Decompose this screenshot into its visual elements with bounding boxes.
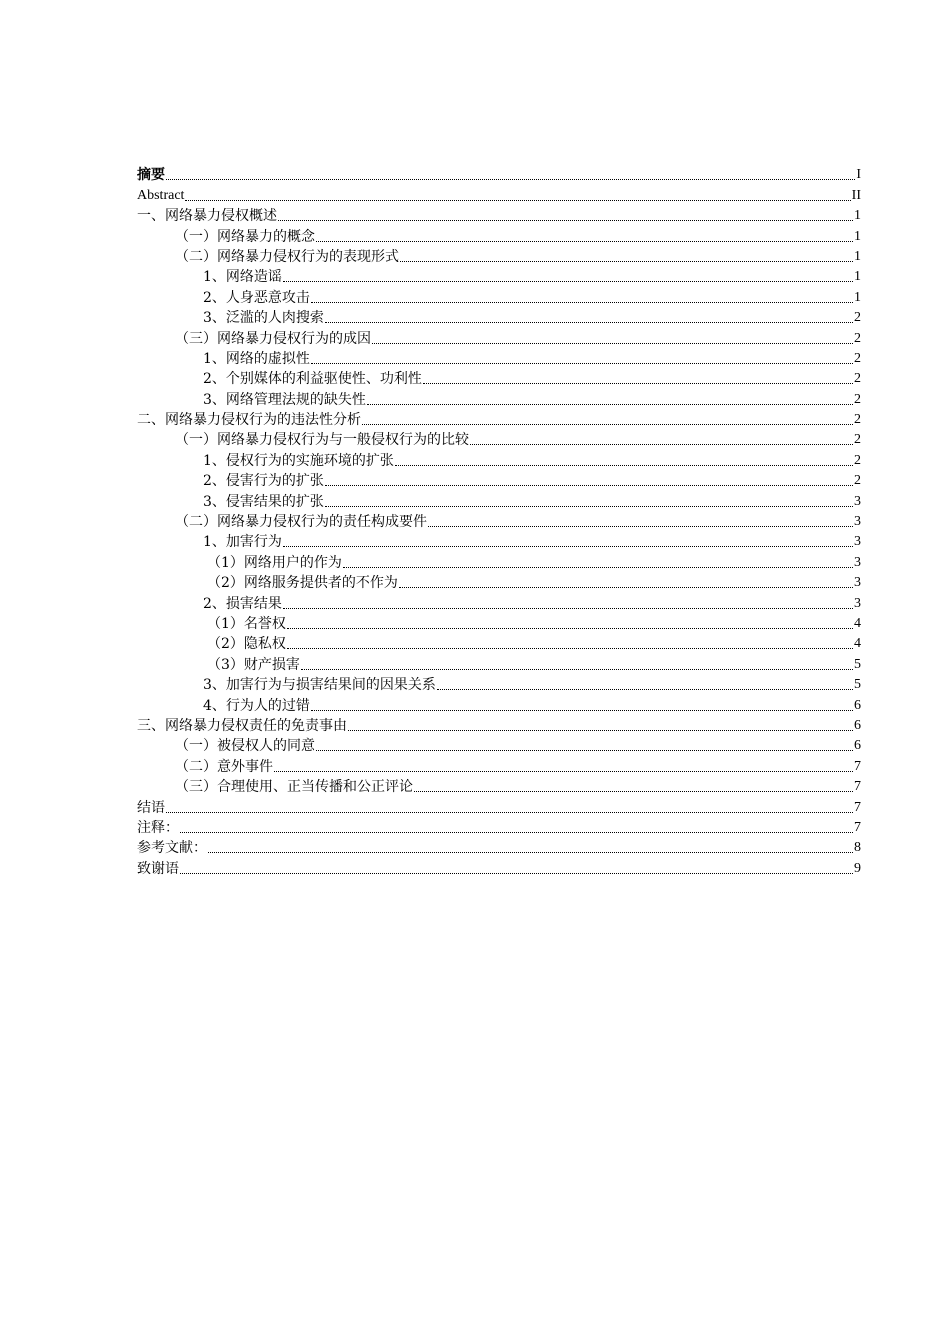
dot-leader	[274, 771, 853, 772]
toc-entry-title: （3）财产损害	[207, 656, 300, 673]
toc-entry[interactable]	[137, 469, 861, 489]
dot-leader	[437, 689, 853, 690]
toc-entry[interactable]	[137, 306, 861, 326]
dot-leader	[325, 322, 853, 323]
toc-entry-page: 9	[854, 860, 861, 876]
dot-leader	[311, 363, 853, 364]
toc-entry-title: 2、损害结果	[203, 595, 282, 612]
dot-leader	[362, 424, 853, 425]
toc-entry-title: 2、个别媒体的利益驱使性、功利性	[203, 371, 422, 388]
dot-leader	[372, 343, 853, 344]
toc-entry-abstract-en[interactable]	[137, 183, 861, 203]
toc-entry[interactable]	[137, 836, 861, 856]
toc-entry-title: 摘要	[137, 167, 165, 184]
dot-leader	[301, 669, 853, 670]
toc-entry-page: 4	[854, 636, 861, 652]
toc-entry[interactable]	[137, 775, 861, 795]
toc-entry-page: 5	[854, 656, 861, 672]
dot-leader	[367, 404, 853, 405]
toc-entry[interactable]	[137, 367, 861, 387]
dot-leader	[180, 873, 853, 874]
toc-entry[interactable]	[137, 795, 861, 815]
toc-entry-page: 2	[854, 330, 861, 346]
dot-leader	[283, 546, 853, 547]
toc-entry[interactable]	[137, 693, 861, 713]
dot-leader	[343, 567, 853, 568]
toc-entry[interactable]	[137, 347, 861, 367]
toc-entry[interactable]	[137, 734, 861, 754]
toc-entry-title: 3、泛滥的人肉搜索	[203, 310, 324, 327]
toc-entry-title: 二、网络暴力侵权行为的违法性分析	[137, 412, 361, 429]
dot-leader	[166, 179, 855, 180]
toc-entry[interactable]	[137, 428, 861, 448]
toc-entry-page: 6	[854, 697, 861, 713]
dot-leader	[414, 791, 853, 792]
toc-entry[interactable]	[137, 489, 861, 509]
toc-entry-page: 7	[854, 758, 861, 774]
toc-entry-title: （三）合理使用、正当传播和公正评论	[175, 779, 413, 796]
toc-entry-page: 2	[854, 432, 861, 448]
dot-leader	[399, 587, 853, 588]
dot-leader	[428, 526, 853, 527]
toc-entry-page: 7	[854, 779, 861, 795]
toc-entry-title: （二）网络暴力侵权行为的表现形式	[175, 248, 399, 265]
toc-entry[interactable]	[137, 632, 861, 652]
toc-entry[interactable]	[137, 387, 861, 407]
toc-entry-title: 4、行为人的过错	[203, 697, 310, 714]
toc-entry[interactable]	[137, 510, 861, 530]
toc-entry-title: （一）被侵权人的同意	[175, 738, 315, 755]
toc-entry-page: 2	[854, 371, 861, 387]
toc-entry-page: 2	[854, 473, 861, 489]
toc-entry[interactable]	[137, 285, 861, 305]
toc-entry[interactable]	[137, 550, 861, 570]
table-of-contents	[137, 163, 861, 877]
toc-entry-page: 1	[854, 248, 861, 264]
toc-entry-title: （2）网络服务提供者的不作为	[207, 575, 398, 592]
dot-leader	[400, 261, 853, 262]
dot-leader	[325, 485, 853, 486]
toc-entry-page: II	[851, 187, 861, 203]
dot-leader	[316, 750, 853, 751]
toc-entry-title: （一）网络暴力的概念	[175, 228, 315, 245]
toc-entry[interactable]	[137, 204, 861, 224]
toc-entry-title: 参考文献：	[137, 840, 207, 857]
dot-leader	[278, 220, 853, 221]
toc-entry-page: 1	[854, 289, 861, 305]
toc-entry-title: 一、网络暴力侵权概述	[137, 208, 277, 225]
dot-leader	[283, 281, 853, 282]
toc-entry[interactable]	[137, 652, 861, 672]
toc-entry-page: 3	[854, 575, 861, 591]
toc-entry[interactable]	[137, 816, 861, 836]
toc-entry-page: 7	[854, 799, 861, 815]
dot-leader	[311, 710, 853, 711]
toc-entry[interactable]	[137, 612, 861, 632]
toc-entry-title: 2、人身恶意攻击	[203, 289, 310, 306]
toc-entry-title: 致谢语	[137, 860, 179, 877]
toc-entry-page: 6	[854, 717, 861, 733]
toc-entry-page: 8	[854, 840, 861, 856]
toc-entry-page: 3	[854, 554, 861, 570]
toc-entry[interactable]	[137, 571, 861, 591]
dot-leader	[395, 465, 853, 466]
toc-entry[interactable]	[137, 224, 861, 244]
toc-entry-title: 1、网络造谣	[203, 269, 282, 286]
toc-entry-title: （1）网络用户的作为	[207, 554, 342, 571]
toc-entry-page: 2	[854, 452, 861, 468]
toc-entry-page: 2	[854, 310, 861, 326]
dot-leader	[316, 241, 853, 242]
toc-entry-page: 6	[854, 738, 861, 754]
toc-entry[interactable]	[137, 530, 861, 550]
toc-entry-title: Abstract	[137, 187, 185, 203]
toc-entry-title: 1、侵权行为的实施环境的扩张	[203, 452, 394, 469]
dot-leader	[470, 444, 853, 445]
dot-leader	[208, 852, 853, 853]
toc-entry-page: 3	[854, 514, 861, 530]
toc-entry[interactable]	[137, 326, 861, 346]
toc-entry[interactable]	[137, 448, 861, 468]
toc-entry-page: 5	[854, 677, 861, 693]
dot-leader	[348, 730, 853, 731]
toc-entry-page: 3	[854, 534, 861, 550]
toc-entry[interactable]	[137, 408, 861, 428]
toc-entry-title: （2）隐私权	[207, 636, 286, 653]
toc-entry-page: 1	[854, 269, 861, 285]
toc-entry-page: 2	[854, 350, 861, 366]
toc-entry-abstract-cn[interactable]	[137, 163, 861, 183]
toc-entry-title: （1）名誉权	[207, 615, 286, 632]
toc-entry-title: （二）意外事件	[175, 758, 273, 775]
toc-entry-title: 2、侵害行为的扩张	[203, 473, 324, 490]
dot-leader	[283, 608, 853, 609]
dot-leader	[185, 200, 850, 201]
toc-entry-title: 1、网络的虚拟性	[203, 350, 310, 367]
toc-entry-title: 1、加害行为	[203, 534, 282, 551]
toc-entry-title: （一）网络暴力侵权行为与一般侵权行为的比较	[175, 432, 469, 449]
toc-entry-title: 3、网络管理法规的缺失性	[203, 391, 366, 408]
dot-leader	[166, 812, 853, 813]
toc-entry-page: I	[856, 167, 861, 183]
toc-entry-title: （二）网络暴力侵权行为的责任构成要件	[175, 514, 427, 531]
toc-entry[interactable]	[137, 673, 861, 693]
toc-entry-title: 注释：	[137, 819, 179, 836]
dot-leader	[287, 628, 853, 629]
toc-entry-title: 三、网络暴力侵权责任的免责事由	[137, 717, 347, 734]
toc-entry-page: 1	[854, 228, 861, 244]
toc-entry-page: 2	[854, 412, 861, 428]
toc-entry-page: 7	[854, 819, 861, 835]
toc-entry-title: 3、加害行为与损害结果间的因果关系	[203, 677, 436, 694]
toc-entry[interactable]	[137, 856, 861, 876]
toc-entry-page: 4	[854, 615, 861, 631]
dot-leader	[325, 506, 853, 507]
dot-leader	[180, 832, 853, 833]
toc-entry[interactable]	[137, 245, 861, 265]
toc-entry-title: 3、侵害结果的扩张	[203, 493, 324, 510]
toc-entry-page: 1	[854, 208, 861, 224]
toc-entry[interactable]	[137, 265, 861, 285]
toc-entry[interactable]	[137, 754, 861, 774]
toc-entry[interactable]	[137, 714, 861, 734]
toc-entry-page: 3	[854, 595, 861, 611]
toc-entry-page: 3	[854, 493, 861, 509]
dot-leader	[423, 383, 853, 384]
toc-entry[interactable]	[137, 591, 861, 611]
dot-leader	[287, 648, 853, 649]
dot-leader	[311, 302, 853, 303]
toc-entry-page: 2	[854, 391, 861, 407]
toc-entry-title: 结语	[137, 799, 165, 816]
toc-entry-title: （三）网络暴力侵权行为的成因	[175, 330, 371, 347]
